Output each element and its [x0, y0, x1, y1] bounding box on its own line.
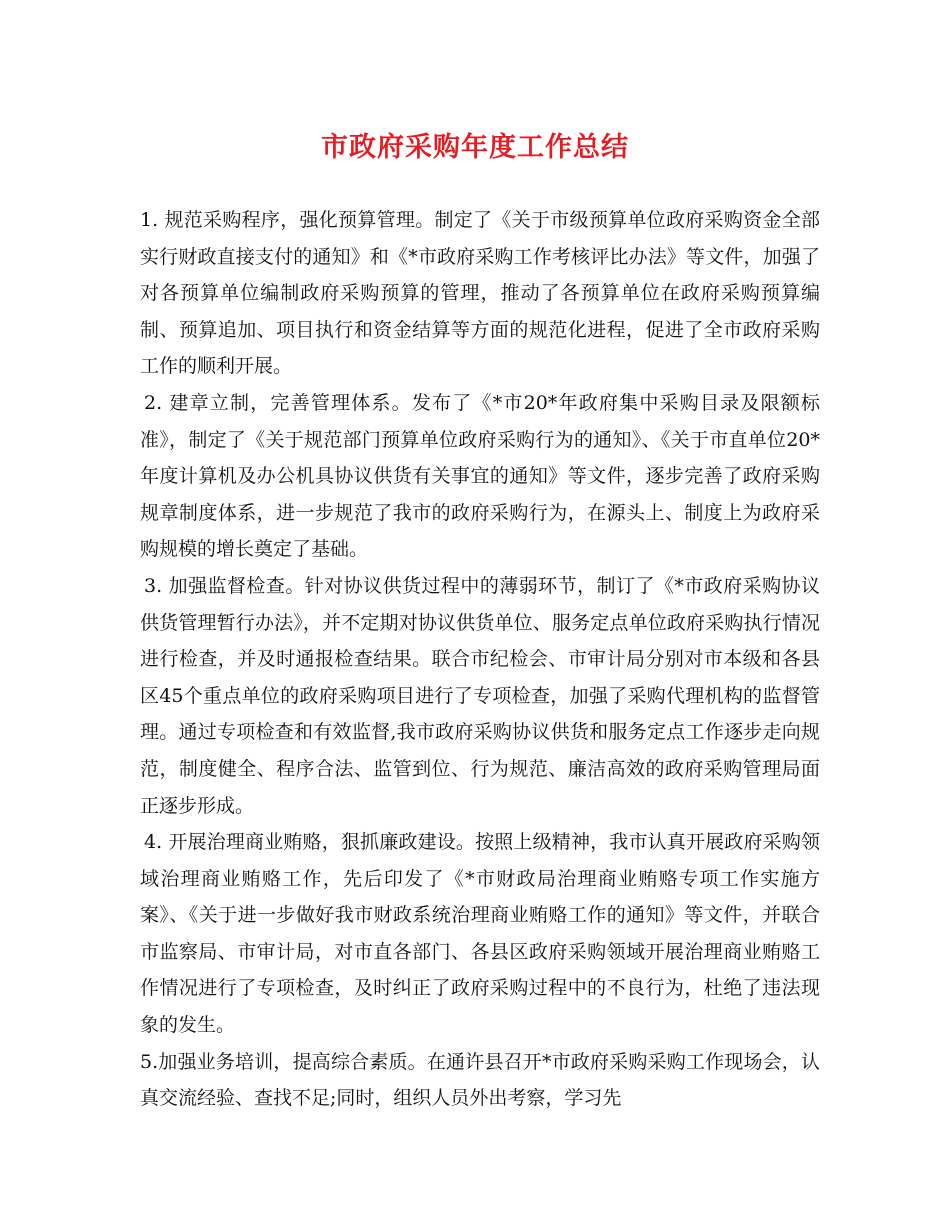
paragraph-3: 3. 加强监督检查。针对协议供货过程中的薄弱环节，制订了《*市政府采购协议供货管理暂行办法》，并不定期对协议供货单位、服务定点单位政府采购执行情况进行检查，并及时通报检查结果。联合市纪检会、市审计局分别对市本级和各县区45个重点单位的政府采购项目进行了专项检查，加强了采购代理机构的监督管理。通过专项检查和有效监督,我市政府采购协议供货和服务定点工作逐步走向规范，制度健全、程序合法、监管到位、行为规范、廉洁高效的政府采购管理局面正逐步形成。: [140, 574, 820, 817]
document-title: 市政府采购年度工作总结: [321, 132, 629, 163]
document-body: [140, 202, 820, 1117]
paragraph-2: 2. 建章立制，完善管理体系。发布了《*市20*年政府集中采购目录及限额标准》，制定了《关于规范部门预算单位政府采购行为的通知》、《关于市直单位20* 年度计算机及办公机具协议供货有关事宜的通知》等文件，逐步完善了政府采购规章制度体系，进一步规范了我市的政府采购行为，在源头上、制度上为政府采购规模的增长奠定了基础。: [140, 391, 820, 561]
paragraph-4: 4. 开展治理商业贿赂，狠抓廉政建设。按照上级精神，我市认真开展政府采购领域治理商业贿赂工作，先后印发了《*市财政局治理商业贿赂专项工作实施方案》、《关于进一步做好我市财政系统治理商业贿赂工作的通知》等文件，并联合市监察局、市审计局，对市直各部门、各县区政府采购领域开展治理商业贿赂工作情况进行了专项检查，及时纠正了政府采购过程中的不良行为，杜绝了违法现象的发生。: [140, 831, 820, 1037]
paragraph-1: 1. 规范采购程序，强化预算管理。制定了《关于市级预算单位政府采购资金全部实行财政直接支付的通知》和《*市政府采购工作考核评比办法》等文件，加强了对各预算单位编制政府采购预算的管理，推动了各预算单位在政府采购预算编制、预算追加、项目执行和资金结算等方面的规范化进程，促进了全市政府采购工作的顺利开展。: [140, 209, 820, 378]
paragraph-5: 5.加强业务培训，提高综合素质。在通许县召开*市政府采购采购工作现场会，认真交流经验、查找不足;同时，组织人员外出考察，学习先: [140, 1050, 820, 1110]
